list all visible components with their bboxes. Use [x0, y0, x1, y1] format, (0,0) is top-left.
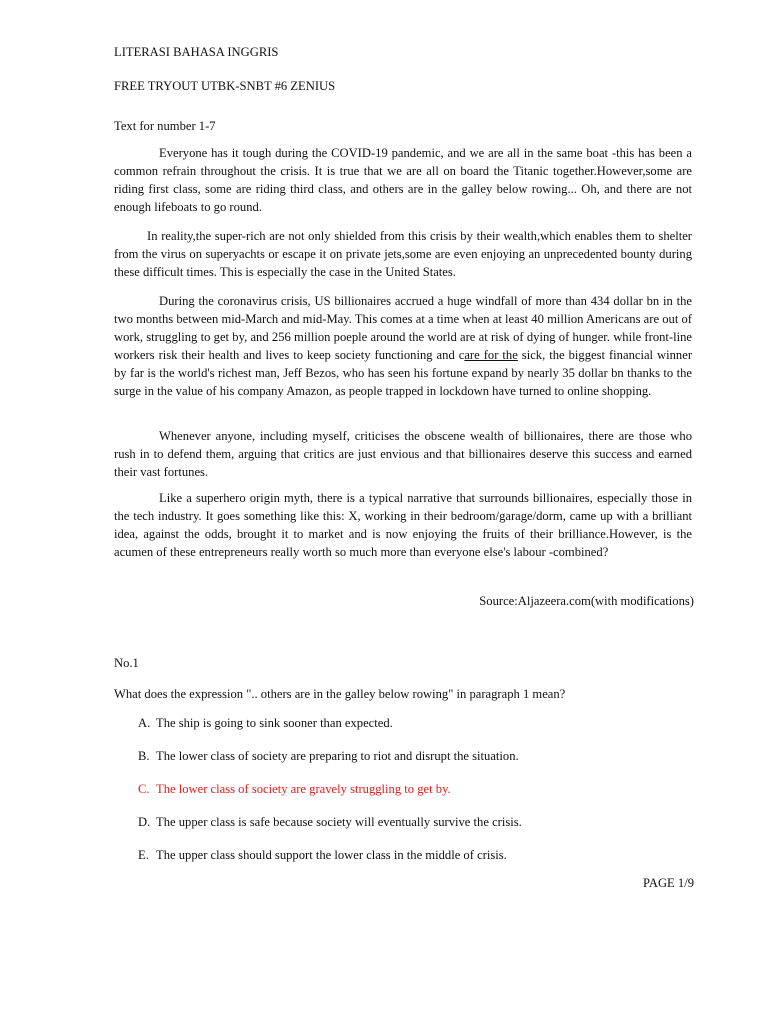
option-d — [138, 813, 522, 831]
paragraph-3 — [114, 292, 692, 400]
question-text: What does the expression ".. others are in the galley below rowing" in paragraph 1 mean? — [114, 687, 566, 701]
option-text: The upper class is safe because society will eventually survive the crisis. — [156, 815, 522, 829]
paragraph-3-text-before: During the coronavirus crisis, US billionaires accrued a huge windfall of more than 434 dollar bn in the two months between mid-March and mid-May. This comes at a time when at least 40 million Americans are out of work, struggling to get by, and 256 million poeple around the world are at risk of dying of hunger. while front-line workers risk their health and lives to keep society functioning and c — [114, 294, 692, 362]
option-c-correct-answer — [138, 780, 451, 798]
option-a — [138, 714, 393, 732]
source-citation: Source:Aljazeera.com(with modifications) — [479, 594, 694, 608]
option-e — [138, 846, 507, 864]
paragraph-3-text-after: sick, the biggest financial winner by far is the world's richest man, Jeff Bezos, who has seen his fortune expand by nearly 35 dollar bn thanks to the surge in the value of his company Amazon, as people trapped in lockdown have turned to online shopping. — [114, 348, 693, 398]
option-text: The lower class of society are gravely struggling to get by. — [156, 782, 451, 796]
option-text: The lower class of society are preparing to riot and disrupt the situation. — [156, 749, 519, 763]
page-number: PAGE 1/9 — [643, 876, 694, 890]
document-title: LITERASI BAHASA INGGRIS — [114, 45, 279, 59]
underlined-phrase: are for the — [464, 348, 518, 362]
paragraph-2: In reality,the super-rich are not only shielded from this crisis by their wealth,which enables them to shelter from the virus on superyachts or escape it on private jets,some are even enjoying an unprecedented bounty during these difficult times. This is especially the case in the United States. — [114, 229, 692, 279]
option-letter: B. — [138, 749, 150, 763]
option-letter: E. — [138, 848, 149, 862]
option-text: The upper class should support the lower class in the middle of crisis. — [156, 848, 507, 862]
paragraph-5: Like a superhero origin myth, there is a typical narrative that surrounds billionaires, especially those in the tech industry. It goes something like this: X, working in their bedroom/garage/dorm, came up with a brilliant idea, against the odds, brought it to market and is now enjoying the fruits of their brilliance.However, is the acumen of these entrepreneurs really worth so much more than everyone else's labour -combined? — [114, 491, 692, 559]
paragraph-1: Everyone has it tough during the COVID-19 pandemic, and we are all in the same boat -this has been a common refrain throughout the crisis. It is true that we are all on board the Titanic together.However,some are riding first class, some are riding third class, and others are in the galley below rowing... Oh, and there are not enough lifeboats to go round. — [114, 146, 692, 214]
option-b — [138, 747, 519, 765]
paragraph-4: Whenever anyone, including myself, criticises the obscene wealth of billionaires, there are those who rush in to defend them, arguing that critics are just envious and that billionaires deserve this success and earned their vast fortunes. — [114, 429, 692, 479]
option-letter: A. — [138, 716, 151, 730]
option-text: The ship is going to sink sooner than expected. — [156, 716, 393, 730]
document-subtitle: FREE TRYOUT UTBK-SNBT #6 ZENIUS — [114, 79, 336, 93]
question-number: No.1 — [114, 656, 139, 670]
option-letter: C. — [138, 782, 150, 796]
text-intro-label: Text for number 1-7 — [114, 119, 216, 133]
option-letter: D. — [138, 815, 151, 829]
